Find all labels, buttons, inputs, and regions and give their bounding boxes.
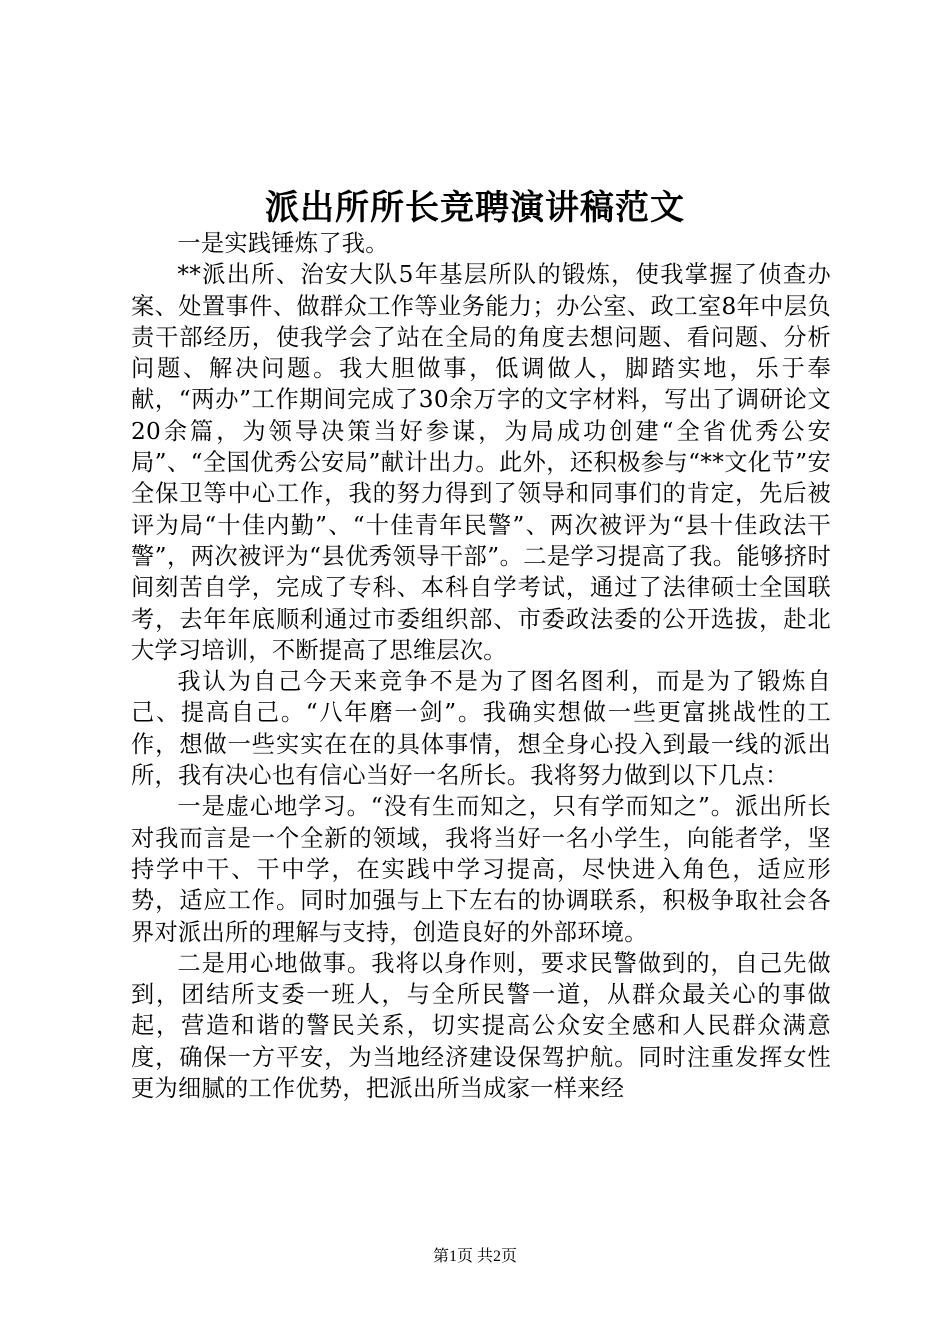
paragraph: 我认为自己今天来竞争不是为了图名图利，而是为了锻炼自己、提高自己。“八年磨一剑”。我确实想做一些更富挑战性的工作，想做一些实实在在的具体事情，想全身心投入到最一线的派出所，我有决心也有信心当好一名所长。我将努力做到以下几点： [131, 668, 831, 790]
paragraph: 二是用心地做事。我将以身作则，要求民警做到的，自己先做到，团结所支委一班人，与全所民警一道，从群众最关心的事做起，营造和谐的警民关系，切实提高公众安全感和人民群众满意度，确保一方平安，为当地经济建设保驾护航。同时注重发挥女性更为细腻的工作优势，把派出所当成家一样来经 [131, 949, 831, 1103]
paragraph: 一是虚心地学习。“没有生而知之，只有学而知之”。派出所长对我而言是一个全新的领域，我将当好一名小学生，向能者学，坚持学中干、干中学，在实践中学习提高，尽快进入角色，适应形势，适应工作。同时加强与上下左右的协调联系，积极争取社会各界对派出所的理解与支持，创造良好的外部环境。 [131, 793, 831, 946]
paragraph: **派出所、治安大队5年基层所队的锻炼，使我掌握了侦查办案、处置事件、做群众工作等业务能力；办公室、政工室8年中层负责干部经历，使我学会了站在全局的角度去想问题、看问题、分析问题、解决问题。我大胆做事，低调做人，脚踏实地，乐于奉献，“两办”工作期间完成了30余万字的文字材料，写出了调研论文20余篇，为领导决策当好参谋，为局成功创建“全省优秀公安局”、“全国优秀公安局”献计出力。此外，还积极参与“**文化节”安全保卫等中心工作，我的努力得到了领导和同事们的肯定，先后被评为局“十佳内勤”、“十佳青年民警”、两次被评为“县十佳政法干警”，两次被评为“县优秀领导干部”。二是学习提高了我。能够挤时间刻苦自学，完成了专科、本科自学考试，通过了法律硕士全国联考，去年年底顺利通过市委组织部、市委政法委的公开选拔，赴北大学习培训，不断提高了思维层次。 [131, 261, 831, 664]
document-body [131, 228, 831, 1104]
paragraph: 一是实践锤炼了我。 [177, 230, 389, 257]
page-number-footer: 第1页 共2页 [432, 1248, 517, 1265]
document-title: 派出所所长竞聘演讲稿范文 [265, 188, 685, 228]
